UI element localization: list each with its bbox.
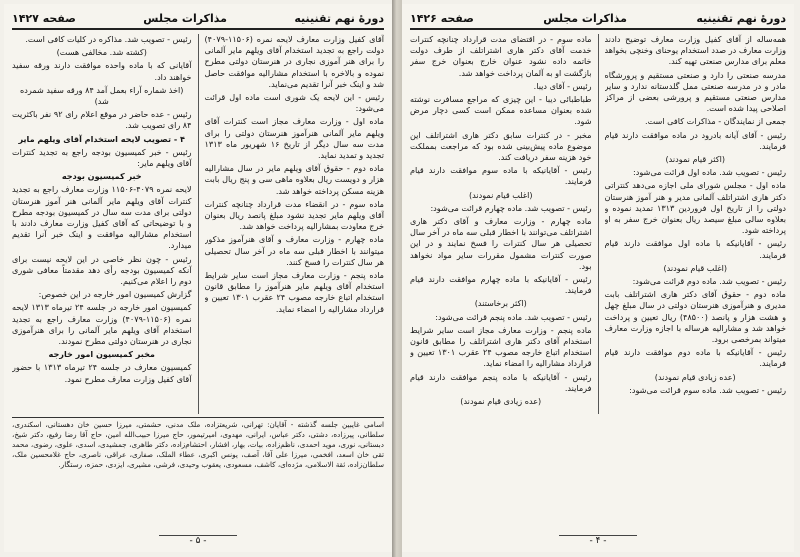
vote-note: (عده زیادی قیام نمودند) (460, 396, 542, 407)
book-gutter (392, 0, 402, 557)
paragraph: ماده چهارم - وزارت معارف و آقای هنرآموز مذکور میتوانند با اخطار قبلی سه ماه در آخر سال تحصیلی هر سال کنترات را فسخ کنند. (204, 234, 384, 267)
column-divider (598, 34, 599, 414)
paragraph: ماده دوم - حقوق آقای دکتر هاری اشتراتلف بابت مدیری و هنرآموزی هنرستان دولتی در سال مبلغ چهل و هشت هزار و پانصد (۴۸۵۰۰) ریال تعیین و پرداخت خواهد شد و مشارالیه هرساله با اجازه وزارت معارف میتواند بمرخصی برود. (604, 289, 786, 345)
subheading: خبر کمیسیون بودجه (61, 171, 142, 182)
paragraph: رئیس - تصویب شد. ماده دوم قرائت می‌شود: (632, 276, 786, 287)
paragraph: ماده اول - مجلس شورای ملی اجازه می‌دهد کنتراتی دکتر هاری اشتراتلف آلمانی مدیر و هنر آموز هنرستان دولتی را از تاریخ اول فروردین ۱۳۱۳ تمدید نموده و بعلاوه سالی مبلغ سیصد ریال بعنوان خرج سفر به او پرداخته شود. (604, 180, 786, 236)
paragraph: ماده پنجم - وزارت معارف مجاز است سایر شرایط استخدام آقای دکتر هاری اشتراتلف را مطابق قانون استخدام اتباع خارجه مصوب ۲۴ عقرب ۱۳۰۱ تعیین و قرارداد مشارالیه را امضاء نماید. (410, 324, 592, 369)
page-number (402, 535, 794, 546)
page-number-text: - ۵ - (159, 535, 236, 546)
paragraph: رئیس - آقای آیانه بادرود در ماده موافقت دارند قیام فرمایند. (604, 129, 786, 151)
vote-note: (اکثر برخاستند) (474, 298, 527, 309)
column-divider (198, 34, 199, 414)
paragraph: رئیس - این لایحه یک شوری است ماده اول قرائت می‌شود: (204, 92, 384, 114)
paragraph: (اخذ شماره آراء بعمل آمد ۸۴ ورقه سفید شمرده شد) (20, 84, 184, 107)
paragraph: همه‌ساله از آقای کفیل وزارت معارف توضیح دادند وزارت معارف در صدد استخدام یوحنای وخنچی بخواهد معلم برای مدارس صنعتی تهیه کند. (604, 34, 786, 67)
paragraph: رئیس - تصویب شد. ماده پنجم قرائت می‌شود: (435, 311, 592, 322)
paragraph: رئیس - خبر کمیسیون بودجه راجع به تجدید کنترات آقای ویلهم مایر: (12, 146, 192, 169)
paragraph: رئیس - چون نظر خاصی در این لایحه نیست برای آنکه کمیسیون بودجه رأی دهد مقدمتاً معافی شوری دوم را اعلام می‌کنیم. (12, 253, 192, 287)
right-page-header (410, 8, 786, 30)
paragraph: کمیسیون امور خارجه در جلسه ۲۴ تیرماه ۱۳۱۳ لایحه نمره (۱۱۵۰۶-۴۰۷۹) وزارت معارف راجع به تجدید استخدام آقای ویلهم مایر آلمانی را برای هنرآموزی نجاری در هنرستان دولتی مطرح نمودند. (12, 302, 192, 347)
paragraph: کمیسیون معارف در جلسه ۲۴ تیرماه ۱۳۱۳ با حضور آقای کفیل وزارت معارف مطرح نمود. (12, 362, 192, 384)
paragraph: رئیس - تصویب شد. ماده سوم قرائت می‌شود: (629, 384, 786, 395)
right-page-column-right (605, 34, 787, 414)
page-label: صفحه ۱۴۲۶ (410, 11, 474, 25)
paragraph: ماده اول - وزارت معارف مجاز است کنترات آقای ویلهم مایر آلمانی هنرآموز هنرستان دولتی را برای مدت سه سال دیگر از تاریخ ۱۶ شهریور ماه ۱۳۱۳ تجدید و تمدید نماید. (204, 116, 384, 161)
paragraph: ماده چهارم - وزارت معارف و آقای دکتر هاری اشتراتلف می‌توانند با اخطار قبلی سه ماه در آخر سال تحصیلی هر سال کنترات را فسخ نمایند و در این صورت کنترات مشمول مقررات سایر مواد نخواهد بود. (410, 216, 592, 271)
left-page-column-right (205, 34, 385, 414)
right-page-columns (410, 34, 786, 414)
left-page-columns (12, 34, 384, 414)
journal-title: مذاکرات مجلس (143, 11, 227, 25)
paragraph: رئیس - آقایانیکه با ماده سوم موافقت دارند قیام فرمایند. (410, 165, 592, 187)
right-page (402, 4, 794, 552)
subheading: مخبر کمیسیون امور خارجه (48, 349, 155, 360)
paragraph: آقایانی که با ماده واحده موافقت دارند ورقه سفید خواهند داد. (12, 60, 192, 82)
paragraph: رئیس - تصویب شد. ماده چهارم قرائت می‌شود: (430, 202, 592, 213)
paragraph: ماده سوم - در اقتضای مدت قرارداد چنانچه کنترات خدمت آقای دکتر هاری اشتراتلف از طرف دولت خاتمه داده نشود عنوان خارج بعنوان خرج سفر بازگشت او به آلمان پرداخت خواهد شد. (410, 34, 592, 78)
paragraph: گزارش کمیسیون امور خارجه در این خصوص: (38, 289, 192, 300)
paragraph: رئیس - آقای دیبا. (533, 80, 592, 91)
paragraph: رئیس - عده حاضر در موقع اعلام رای ۹۲ نفر باکثریت ۸۴ رای تصویب شد. (12, 109, 192, 131)
paragraph: رئیس - آقایانیکه با ماده چهارم موافقت دارند قیام فرمایند. (410, 274, 592, 296)
session-label: دورهٔ نهم تقنینیه (294, 11, 384, 25)
left-page (4, 4, 393, 552)
paragraph: رئیس - آقایانیکه با ماده پنجم موافقت دارند قیام فرمایند. (410, 371, 592, 393)
paragraph: ماده دوم - حقوق آقای ویلهم مایر در سال مشارالیه هزار و دویست ریال بعلاوه ماهی سی و پنج ریال بابت هزینه مسکن پرداخته خواهد شد. (204, 163, 384, 196)
vote-note: (اغلب قیام نمودند) (468, 189, 533, 200)
paragraph: ماده پنجم - وزارت معارف مجاز است سایر شرایط استخدام آقای ویلهم مایر هنرآموز را مطابق قانون استخدام اتباع خارجه مصوب ۲۴ عقرب ۱۳۰۱ تعیین و قرارداد مشارالیه را امضاء نماید. (204, 270, 384, 314)
vote-note: (عده زیادی قیام نمودند) (654, 371, 736, 382)
paragraph: مخبر - در کنترات سابق دکتر هاری اشتراتلف این موضوع ماده پیش‌بینی شده بود که مراجعت بمملکت خود هزینه سفر دریافت کند. (410, 129, 592, 163)
paragraph: رئیس - تصویب شد. مذاکره در کلیات کافی است. (25, 34, 192, 44)
paragraph: رئیس - آقایانیکه با ماده دوم موافقت دارند قیام فرمایند. (604, 347, 786, 369)
page-number-text: - ۴ - (559, 535, 636, 546)
paragraph: طباطبائی دیبا - این چیزی که مراجع مسافرت نوشته شده بعنوان مساعده ممکن است کسی دچار مرض شود. (410, 94, 592, 127)
right-page-column-left (410, 34, 592, 414)
journal-title: مذاکرات مجلس (543, 11, 627, 25)
vote-note: (اغلب قیام نمودند) (663, 262, 728, 273)
paragraph: رئیس - تصویب شد. ماده اول قرائت می‌شود: (633, 167, 786, 178)
absentees-footnote: اسامی غایبین جلسه گذشته - آقایان: تهرانی، شریعتزاده، ملک مدنی، حشمتی، میرزا حسین خان دهستانی، اسکندری، سلطانی، پیرزاده، دشتی، دکتر عباس، ایرانی، مهدوی، امیرتیمور، حاج میرزا حبیب‌الله امین، حاج آقا رضا رفیع، دکتر شیخ، دبستانی، نوری، موید احمدی، ناظم‌زاده، بیات، بهار، افشار، احتشام‌زاده، دکتر طاهری، جمشیدی، اسدی، علوی، رضوی، محمد تقی خان اسعد، افخمی، میرزا علی آقا، آصف، یونس اکبری، عطاء الملک، صفاری، عراقی، ناصری، حاج غلامحسین ملک، سلطان‌زاده، ثقة الاسلامی، مژده‌ای، کاشف، مسعودی، یعقوب وحیدی، فرشی، مشیری، ایزدی، حمزه، رستگار. (12, 417, 384, 536)
paragraph: رئیس - آقایانیکه با ماده اول موافقت دارند قیام فرمایند. (604, 238, 786, 260)
page-number (4, 535, 392, 546)
left-page-header (12, 8, 384, 30)
paragraph: آقای کفیل وزارت معارف لایحه نمره (۱۱۵۰۶-۴۰۷۹) دولت راجع به تجدید استخدام آقای ویلهم مایر آلمانی را برای هنر آموزی نجاری در هنرستان دولتی مطرح نموده و بالاخره با استخدام مشارالیه موافقت حاصل شد و اینک خبر آنرا تقدیم می‌نماید. (204, 34, 384, 89)
vote-note: (اکثر قیام نمودند) (665, 154, 725, 165)
paragraph: (کشته شد. مخالفی هست) (56, 47, 147, 58)
paragraph: لایحه نمره ۴۰۷۹-۱۱۵۰۶ وزارت معارف راجع به تجدید کنترات آقای ویلهم مایر آلمانی هنر آموز هنرستان دولتی برای مدت سه سال در کمیسیون بودجه مطرح و با توضیحاتی که آقای کفیل وزارت معارف دادند با استخدام مشارالیه موافقت و اینک خبر آنرا تقدیم میدارد. (12, 184, 192, 251)
paragraph: مدرسه صنعتی را دارد و صنعتی مستقیم و پرورشگاه مادر و در مدرسه صنعتی ممل گلدستانه ندارد و سایر مدارس صنعتی مستقیم و پرورشی بعضی از مراکز اصلاحی پیدا شده است. (604, 69, 786, 114)
paragraph: جمعی از نمایندگان - مذاکرات کافی است. (645, 116, 786, 127)
session-label: دورهٔ نهم تقنینیه (696, 11, 786, 25)
page-label: صفحه ۱۴۲۷ (12, 11, 76, 25)
section-heading: ۴ - تصویب لایحه استخدام آقای ویلهم مایر (18, 133, 185, 144)
left-page-column-left (12, 34, 192, 414)
paragraph: ماده سوم - در انقضاء مدت قرارداد چنانچه کنترات آقای ویلهم مایر تجدید نشود مبلغ پانصد ریال بعنوان خرج معاودت بمشارالیه پرداخت خواهد شد. (204, 198, 384, 232)
